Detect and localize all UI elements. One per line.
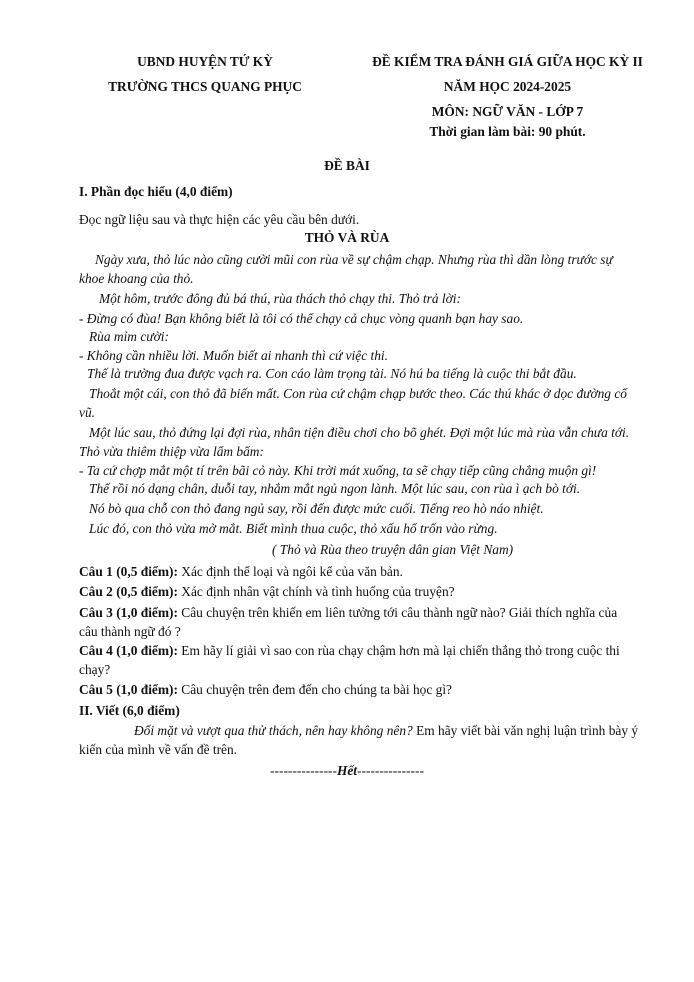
writing-prompt xyxy=(79,722,639,759)
question-3-text: Câu chuyện trên khiến em liên tưởng tới câu thành ngữ nào? Giải thích nghĩa của câu thành ngữ đó ? xyxy=(79,605,618,639)
story-source: ( Thỏ và Rùa theo truyện dân gian Việt Nam) xyxy=(272,542,514,557)
story-paragraph-5: - Không cần nhiều lời. Muốn biết ai nhanh thì cứ việc thi. xyxy=(79,348,388,363)
end-dashes-right: --------------- xyxy=(357,763,424,778)
school-year: NĂM HỌC 2024-2025 xyxy=(443,79,572,94)
story-paragraph-1: Ngày xưa, thỏ lúc nào cũng cười mũi con rùa về sự chậm chạp. Nhưng rùa thì dần lòng trước sự khoe khoang của thỏ. xyxy=(79,252,613,286)
exam-title: ĐỀ KIỂM TRA ĐÁNH GIÁ GIỮA HỌC KỲ II xyxy=(372,54,643,69)
question-2-text: Xác định nhân vật chính và tình huống của truyện? xyxy=(177,584,455,599)
question-4 xyxy=(79,642,639,679)
de-bai-heading: ĐỀ BÀI xyxy=(324,158,370,173)
time-limit: Thời gian làm bài: 90 phút. xyxy=(429,124,586,139)
end-word: Hết xyxy=(336,763,358,778)
story-paragraph-3: - Đừng có đùa! Bạn không biết là tôi có thể chạy cả chục vòng quanh bạn hay sao. xyxy=(79,311,524,326)
story-paragraph-2: Một hôm, trước đông đủ bá thú, rùa thách thỏ chạy thi. Thỏ trả lời: xyxy=(99,291,461,306)
question-3 xyxy=(79,604,639,641)
question-1 xyxy=(79,563,639,582)
writing-prompt-task: Em hãy viết bài văn nghị luận trình bày ý kiến của mình về vấn đề trên. xyxy=(79,723,639,757)
subject: MÔN: NGỮ VĂN - LỚP 7 xyxy=(431,104,584,119)
story-paragraph-6: Thế là trường đua được vạch ra. Con cáo làm trọng tài. Nó hú ba tiếng là cuộc thi bắt đầu. xyxy=(87,366,577,381)
question-3-label: Câu 3 (1,0 điểm): xyxy=(79,605,178,620)
question-1-text: Xác định thể loại và ngôi kể của văn bản. xyxy=(177,564,403,579)
question-1-label: Câu 1 (0,5 điểm): xyxy=(79,564,178,579)
part1-title: I. Phần đọc hiểu (4,0 điểm) xyxy=(79,184,233,199)
question-5-text: Câu chuyện trên đem đến cho chúng ta bài học gì? xyxy=(177,682,452,697)
story-paragraph-9: - Ta cứ chợp mắt một tí trên bãi cỏ này. Khi trời mát xuống, ta sẽ chạy tiếp cũng chẳng muộn gì! xyxy=(79,463,597,478)
story-title: THỎ VÀ RÙA xyxy=(304,230,390,245)
story-paragraph-10: Thế rồi nó dạng chân, duỗi tay, nhắm mắt ngủ ngon lành. Một lúc sau, con rùa ì ạch bò tới. xyxy=(89,481,581,496)
story-paragraph-8: Một lúc sau, thỏ đứng lại đợi rùa, nhân tiện điều chơi cho bõ ghét. Đợi một lúc mà rùa vẫn chưa tới. Thỏ vừa thiêm thiệp vừa lẩm bẩm: xyxy=(79,425,630,459)
school-name: TRƯỜNG THCS QUANG PHỤC xyxy=(108,79,302,94)
story-paragraph-11: Nó bò qua chỗ con thỏ đang ngủ say, rồi đến được mức cuối. Tiếng reo hò náo nhiệt. xyxy=(89,501,544,516)
district-name: UBND HUYỆN TỨ KỲ xyxy=(137,54,273,69)
writing-prompt-question: Đối mặt và vượt qua thử thách, nên hay không nên? xyxy=(134,723,413,738)
question-5-label: Câu 5 (1,0 điểm): xyxy=(79,682,178,697)
story-paragraph-7: Thoắt một cái, con thỏ đã biến mất. Con rùa cứ chậm chạp bước theo. Các thú khác ở dọc đường cổ vũ. xyxy=(79,386,627,420)
end-dashes-left: --------------- xyxy=(270,763,337,778)
part2-title: II. Viết (6,0 điểm) xyxy=(79,703,180,718)
question-4-label: Câu 4 (1,0 điểm): xyxy=(79,643,178,658)
question-5 xyxy=(79,681,639,700)
question-2-label: Câu 2 (0,5 điểm): xyxy=(79,584,178,599)
question-2 xyxy=(79,583,639,602)
part1-instruction: Đọc ngữ liệu sau và thực hiện các yêu cầu bên dưới. xyxy=(79,212,360,227)
story-paragraph-4: Rùa mỉm cười: xyxy=(89,329,169,344)
story-paragraph-12: Lúc đó, con thỏ vừa mở mắt. Biết mình thua cuộc, thỏ xấu hổ trốn vào rừng. xyxy=(89,521,498,536)
end-marker xyxy=(0,762,694,781)
question-4-text: Em hãy lí giải vì sao con rùa chạy chậm hơn mà lại chiến thắng thỏ trong cuộc thi chạy? xyxy=(79,643,620,677)
